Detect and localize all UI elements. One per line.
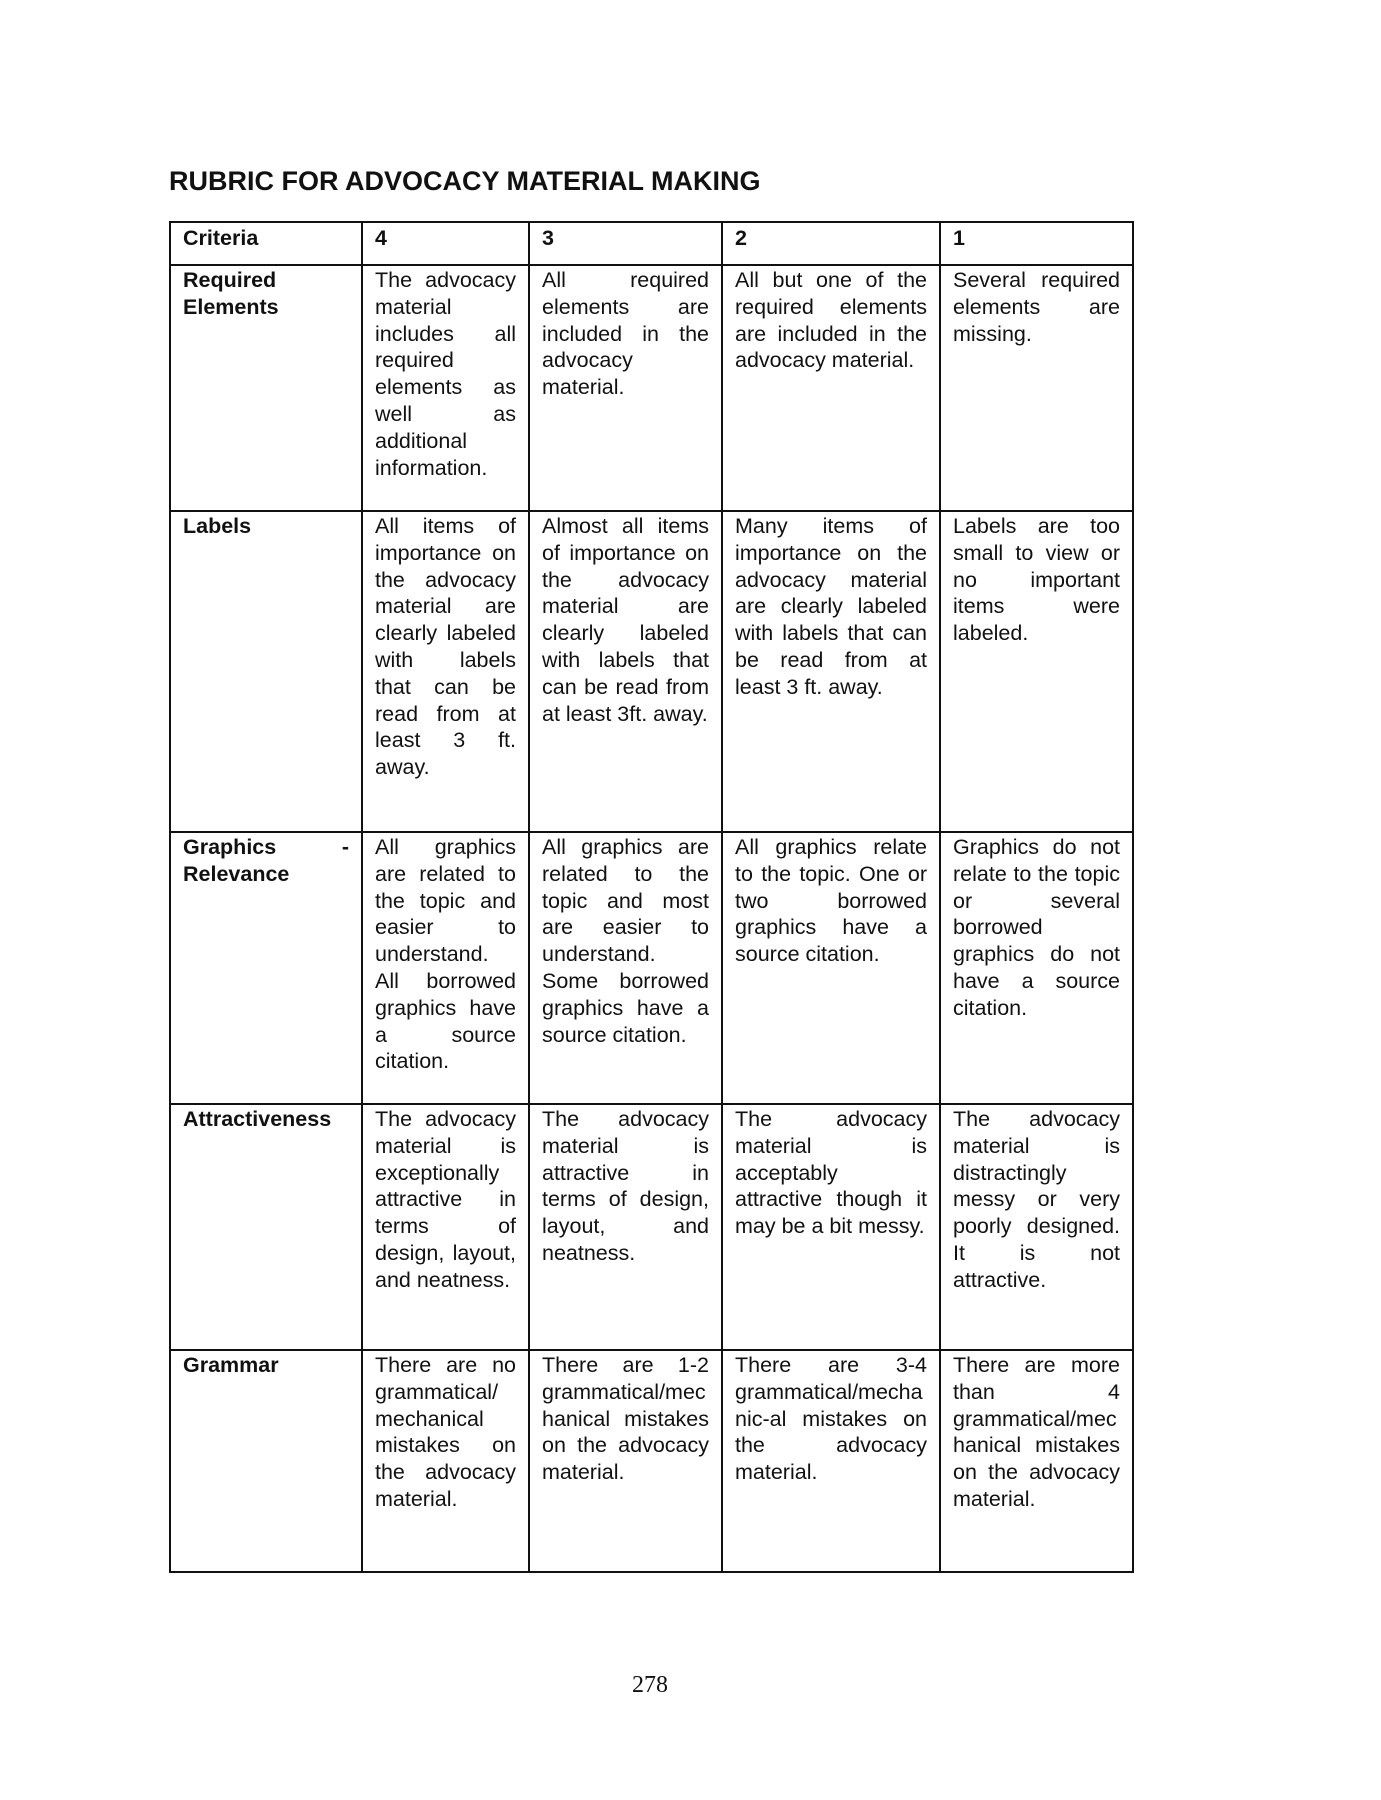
score-4-cell: All graphics are related to the topic and easier to understand. All borrowed graphics have a source citation. bbox=[362, 832, 529, 1104]
score-3-cell: Almost all items of importance on the advocacy material are clearly labeled with labels that can be read from at least 3ft. away. bbox=[529, 511, 722, 832]
score-4-cell: There are no grammatical/ mechanical mistakes on the advocacy material. bbox=[362, 1350, 529, 1572]
score-2-cell: There are 3-4 grammatical/mechanic-al mistakes on the advocacy material. bbox=[722, 1350, 940, 1572]
score-4-cell: All items of importance on the advocacy material are clearly labeled with labels that can be read from at least 3 ft. away. bbox=[362, 511, 529, 832]
table-row-required-elements bbox=[170, 265, 1133, 511]
score-1-cell: Several required elements are missing. bbox=[940, 265, 1133, 511]
table-row-attractiveness bbox=[170, 1104, 1133, 1350]
criteria-cell: Labels bbox=[170, 511, 362, 832]
score-3-cell: All required elements are included in the advocacy material. bbox=[529, 265, 722, 511]
score-4-cell: The advocacy material is exceptionally attractive in terms of design, layout, and neatness. bbox=[362, 1104, 529, 1350]
score-3-cell: There are 1-2 grammatical/mechanical mistakes on the advocacy material. bbox=[529, 1350, 722, 1572]
score-4-cell: The advocacy material includes all required elements as well as additional information. bbox=[362, 265, 529, 511]
criteria-cell: Graphics - Relevance bbox=[170, 832, 362, 1104]
page-title: RUBRIC FOR ADVOCACY MATERIAL MAKING bbox=[169, 166, 761, 196]
score-3-cell: The advocacy material is attractive in terms of design, layout, and neatness. bbox=[529, 1104, 722, 1350]
score-2-cell: The advocacy material is acceptably attractive though it may be a bit messy. bbox=[722, 1104, 940, 1350]
header-score-3: 3 bbox=[529, 222, 722, 265]
table-header-row bbox=[170, 222, 1133, 265]
header-score-2: 2 bbox=[722, 222, 940, 265]
score-3-cell: All graphics are related to the topic and most are easier to understand. Some borrowed graphics have a source citation. bbox=[529, 832, 722, 1104]
table-row-graphics-relevance bbox=[170, 832, 1133, 1104]
score-2-cell: Many items of importance on the advocacy material are clearly labeled with labels that can be read from at least 3 ft. away. bbox=[722, 511, 940, 832]
criteria-cell: Required Elements bbox=[170, 265, 362, 511]
score-2-cell: All but one of the required elements are included in the advocacy material. bbox=[722, 265, 940, 511]
score-1-cell: The advocacy material is distractingly messy or very poorly designed. It is not attractive. bbox=[940, 1104, 1133, 1350]
table-row-labels bbox=[170, 511, 1133, 832]
page-number: 278 bbox=[632, 1672, 668, 1698]
header-score-4: 4 bbox=[362, 222, 529, 265]
score-1-cell: There are more than 4 grammatical/mechanical mistakes on the advocacy material. bbox=[940, 1350, 1133, 1572]
criteria-cell: Attractiveness bbox=[170, 1104, 362, 1350]
score-1-cell: Graphics do not relate to the topic or several borrowed graphics do not have a source citation. bbox=[940, 832, 1133, 1104]
score-2-cell: All graphics relate to the topic. One or two borrowed graphics have a source citation. bbox=[722, 832, 940, 1104]
table-row-grammar bbox=[170, 1350, 1133, 1572]
score-1-cell: Labels are too small to view or no important items were labeled. bbox=[940, 511, 1133, 832]
header-score-1: 1 bbox=[940, 222, 1133, 265]
header-criteria: Criteria bbox=[170, 222, 362, 265]
rubric-table bbox=[169, 221, 1134, 1573]
criteria-cell: Grammar bbox=[170, 1350, 362, 1572]
